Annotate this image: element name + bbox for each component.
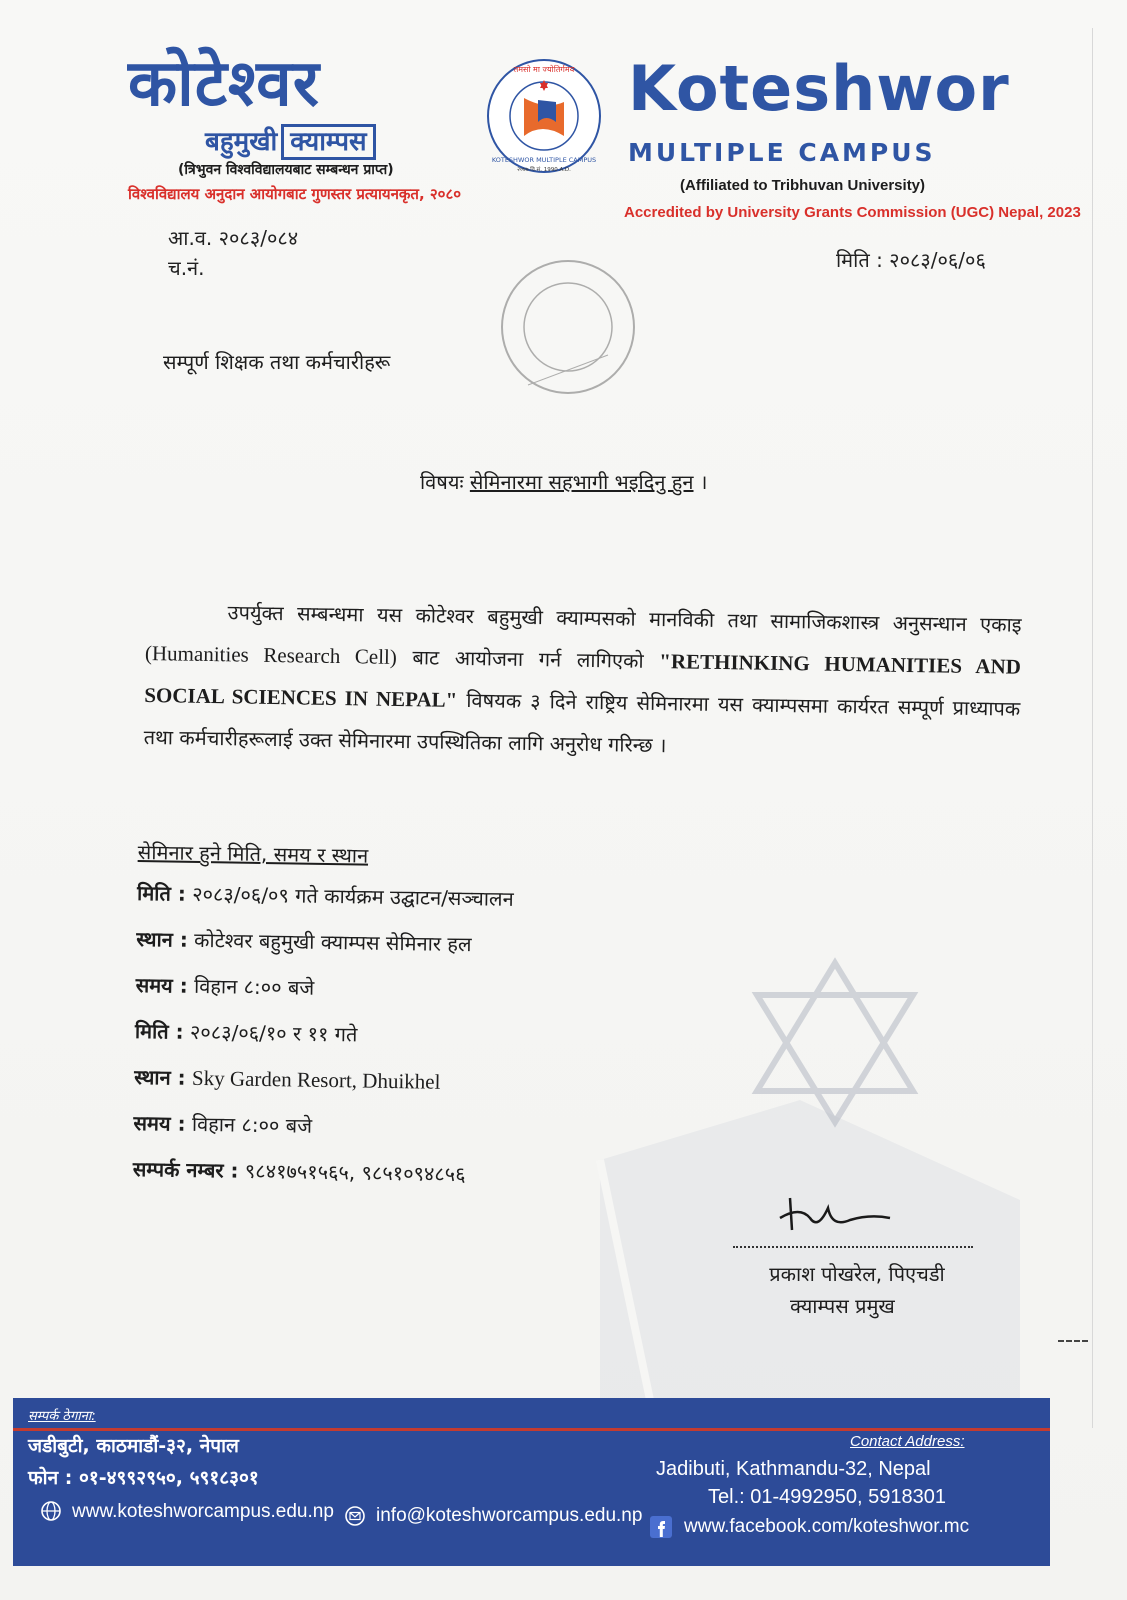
facebook-icon	[650, 1516, 672, 1538]
svg-text:तमसो मा ज्योतिर्गमय: तमसो मा ज्योतिर्गमय	[513, 65, 575, 74]
para-part-5: विषयक ३ दिने राष्ट्रिय सेमिनारमा यस क्याम्पसमा कार्यरत सम्पूर्ण प्राध्यापक तथा कर्मचारीहरूलाई उक्त सेमिनारमा उपस्थितिका लागि अनुरोध गरिन्छ ।	[143, 687, 1021, 758]
body-paragraph	[143, 590, 1022, 772]
detail-value: २०८३/०६/१० र ११ गते	[189, 1019, 358, 1047]
email-icon	[344, 1505, 366, 1527]
para-part-1: उपर्युक्त सम्बन्धमा यस कोटेश्वर बहुमुखी क्याम्पसको मानविकी तथा सामाजिकशास्त्र अनुसन्धान एकाइ	[227, 600, 1022, 637]
detail-label: मिति :	[134, 1018, 184, 1044]
dispatch-number: च.नं.	[168, 256, 205, 280]
detail-row	[134, 1063, 511, 1115]
contact-number-label: सम्पर्क नम्बर :	[132, 1156, 239, 1183]
signature-line	[733, 1246, 973, 1248]
detail-value: Sky Garden Resort, Dhuikhel	[191, 1065, 441, 1094]
footer-address-english: Jadibuti, Kathmandu-32, Nepal	[656, 1458, 931, 1480]
campus-logo	[484, 52, 604, 180]
detail-value: कोटेश्वर बहुमुखी क्याम्पस सेमिनार हल	[193, 927, 472, 957]
subject-text: सेमिनारमा सहभागी भइदिनु हुन	[469, 470, 694, 494]
detail-label: मिति :	[136, 880, 187, 906]
footer-contact-label: Contact Address:	[850, 1433, 965, 1450]
subject-line	[420, 468, 707, 495]
detail-label: स्थान :	[134, 1064, 186, 1090]
details-heading: सेमिनार हुने मिति, समय र स्थान	[137, 839, 369, 868]
page-edge	[1092, 28, 1093, 1428]
fiscal-year: आ.व. २०८३/०८४	[168, 226, 299, 250]
campus-subtitle-english: MULTIPLE CAMPUS	[628, 138, 936, 167]
subject-end: ।	[699, 470, 708, 494]
detail-label: समय :	[135, 972, 188, 998]
detail-row	[135, 971, 512, 1023]
footer-phone-nepali: फोन : ०१-४९९२९५०, ५९१८३०१	[28, 1467, 259, 1489]
affiliation-english: (Affiliated to Tribhuvan University)	[680, 177, 926, 194]
footer-label-nepali: सम्पर्क ठेगाना:	[28, 1409, 96, 1424]
accreditation-english: Accredited by University Grants Commission (UGC) Nepal, 2023	[624, 204, 1081, 221]
contact-number-value: ९८४१७५१५६५, ९८५१०९४८५६	[244, 1158, 466, 1187]
campus-subtitle-nepali	[205, 122, 376, 158]
globe-icon	[40, 1500, 62, 1522]
seminar-title: "RETHINKING HUMANITIES AND SOCIAL SCIENCES IN NEPAL"	[144, 649, 1022, 712]
website-link[interactable]: www.koteshworcampus.edu.np	[72, 1501, 334, 1522]
seminar-details	[132, 838, 514, 1207]
detail-row	[136, 925, 513, 977]
detail-value: २०८३/०६/०९ गते कार्यक्रम उद्घाटन/सञ्चालन	[191, 881, 514, 911]
detail-value: विहान ८:०० बजे	[193, 973, 315, 1000]
svg-text:KOTESHWOR MULTIPLE CAMPUS: KOTESHWOR MULTIPLE CAMPUS	[491, 156, 597, 164]
campus-subtitle-nepali-a: बहुमुखी	[205, 127, 278, 157]
detail-row	[137, 879, 514, 931]
signature-scribble	[770, 1188, 920, 1248]
campus-name-nepali: कोटेश्वर	[128, 47, 320, 121]
footer-telephone: Tel.: 01-4992950, 5918301	[708, 1486, 946, 1508]
accreditation-nepali: विश्वविद्यालय अनुदान आयोगबाट गुणस्तर प्रत्यायनकृत, २०८०	[128, 185, 462, 203]
footer-address-nepali: जडीबुटी, काठमाडौं-३२, नेपाल	[28, 1435, 239, 1457]
affiliation-nepali: (त्रिभुवन विश्वविद्यालयबाट सम्बन्धन प्राप्त)	[178, 162, 394, 178]
detail-row	[133, 1109, 510, 1161]
para-part-2: (Humanities Research Cell)	[144, 640, 398, 669]
recipient: सम्पूर्ण शिक्षक तथा कर्मचारीहरू	[163, 350, 391, 374]
detail-row	[134, 1017, 511, 1069]
footer-accent-line	[13, 1428, 1050, 1431]
facebook-link[interactable]: www.facebook.com/koteshwor.mc	[684, 1516, 970, 1537]
detail-label: स्थान :	[136, 926, 189, 952]
subject-label: विषयः	[420, 470, 464, 494]
signer-name: प्रकाश पोखरेल, पिएचडी	[769, 1262, 945, 1286]
contact-number-row	[132, 1155, 509, 1207]
svg-text:२०४७ वि.सं. 1990 A.D.: २०४७ वि.सं. 1990 A.D.	[517, 167, 571, 173]
margin-mark	[1058, 1340, 1088, 1342]
signer-title: क्याम्पस प्रमुख	[790, 1294, 895, 1318]
campus-name-english: Koteshwor	[628, 52, 1010, 125]
campus-stamp	[488, 245, 638, 410]
detail-value: विहान ८:०० बजे	[191, 1111, 313, 1138]
email-link[interactable]: info@koteshworcampus.edu.np	[376, 1505, 643, 1526]
letter-date: मिति : २०८३/०६/०६	[836, 248, 986, 272]
campus-subtitle-nepali-b: क्याम्पस	[281, 124, 375, 160]
para-part-3: बाट आयोजना गर्न लागिएको	[396, 644, 660, 674]
detail-label: समय :	[133, 1110, 186, 1136]
